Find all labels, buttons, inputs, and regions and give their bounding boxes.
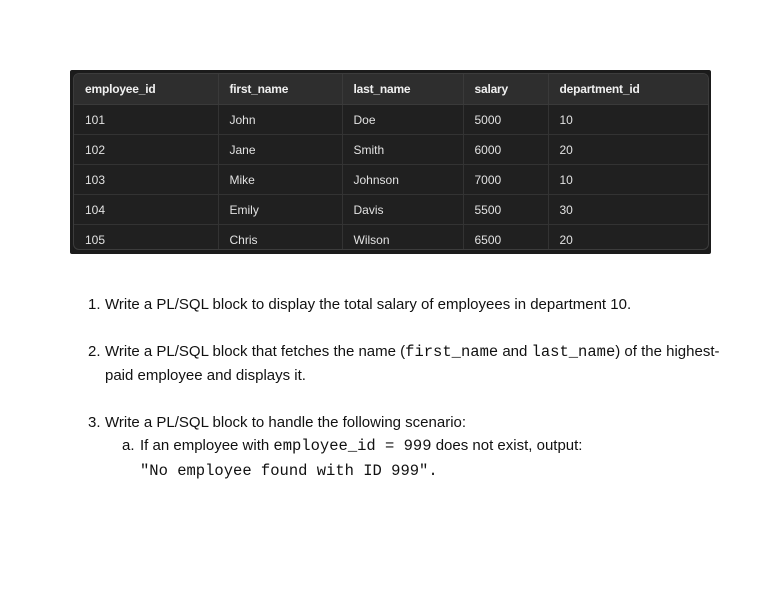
question-3 — [88, 411, 728, 483]
table-row — [74, 135, 708, 165]
cell-salary: 6000 — [463, 135, 548, 165]
employees-table-frame — [73, 73, 709, 250]
header-salary: salary — [463, 74, 548, 105]
sub-question-a — [122, 434, 728, 483]
cell-first-name: Mike — [218, 165, 342, 195]
code-last-name: last_name — [531, 343, 616, 361]
question-text-before: Write a PL/SQL block that fetches the name ( — [105, 343, 406, 360]
header-first-name: first_name — [218, 74, 342, 105]
question-number: 1. — [88, 296, 101, 313]
question-text: Write a PL/SQL block to display the total salary of employees in department 10. — [105, 296, 632, 313]
cell-last-name: Johnson — [342, 165, 463, 195]
table-row — [74, 105, 708, 135]
cell-first-name: John — [218, 105, 342, 135]
header-employee-id: employee_id — [74, 74, 218, 105]
sub-question-letter: a. — [122, 437, 135, 454]
cell-department-id: 10 — [548, 165, 708, 195]
question-1 — [88, 293, 728, 316]
table-header-row — [74, 74, 708, 105]
cell-first-name: Chris — [218, 225, 342, 251]
table-row — [74, 225, 708, 251]
cell-salary: 7000 — [463, 165, 548, 195]
cell-salary: 6500 — [463, 225, 548, 251]
cell-last-name: Doe — [342, 105, 463, 135]
table-row — [74, 165, 708, 195]
employees-table — [74, 74, 708, 250]
question-number: 3. — [88, 414, 101, 431]
header-department-id: department_id — [548, 74, 708, 105]
cell-department-id: 20 — [548, 135, 708, 165]
table-row — [74, 195, 708, 225]
employees-table-panel — [70, 70, 711, 254]
header-last-name: last_name — [342, 74, 463, 105]
questions-list — [88, 293, 728, 507]
cell-department-id: 10 — [548, 105, 708, 135]
cell-employee-id: 104 — [74, 195, 218, 225]
question-text-mid: and — [498, 343, 532, 360]
cell-department-id: 20 — [559, 232, 573, 247]
expected-output-text: "No employee found with ID 999". — [140, 462, 438, 480]
cell-first-name: Emily — [218, 195, 342, 225]
code-first-name: first_name — [405, 343, 499, 361]
cell-last-name: Smith — [342, 135, 463, 165]
question-2 — [88, 340, 728, 387]
cell-salary: 5500 — [463, 195, 548, 225]
question-text-after: ) of the highest-paid employee and displays it. — [105, 343, 720, 384]
cell-employee-id: 105 — [74, 225, 218, 251]
cell-employee-id: 101 — [74, 105, 218, 135]
code-employee-id-condition: employee_id = 999 — [273, 437, 432, 455]
cell-employee-id: 102 — [74, 135, 218, 165]
question-number: 2. — [88, 343, 101, 360]
sub-question-text-before: If an employee with — [140, 437, 274, 454]
cell-last-name: Davis — [342, 195, 463, 225]
sub-question-text-after: does not exist, output: — [431, 437, 583, 454]
question-text: Write a PL/SQL block to handle the following scenario: — [105, 414, 467, 431]
cell-first-name: Jane — [218, 135, 342, 165]
cell-department-id: 30 — [548, 195, 708, 225]
cell-salary: 5000 — [463, 105, 548, 135]
cell-employee-id: 103 — [74, 165, 218, 195]
cell-last-name: Wilson — [342, 225, 463, 251]
